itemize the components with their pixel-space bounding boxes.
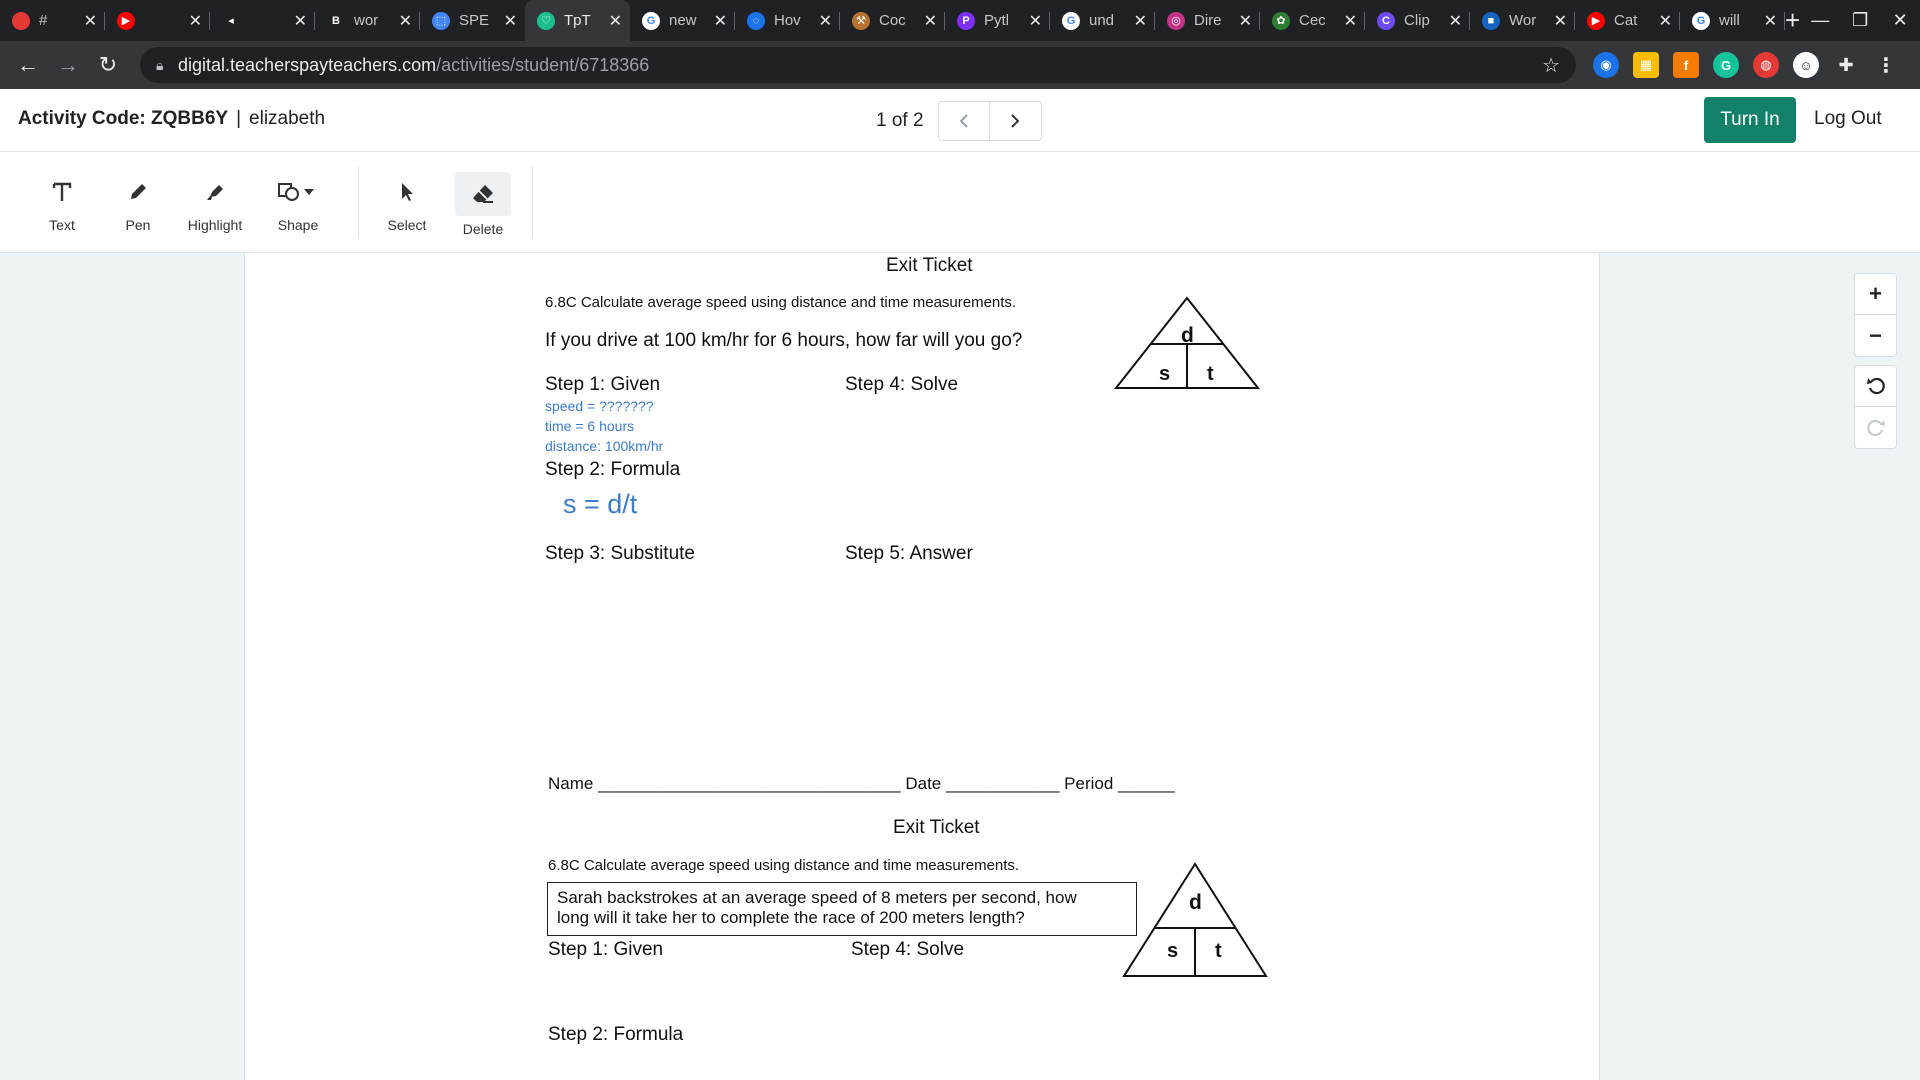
next-page-button[interactable] xyxy=(990,101,1042,141)
browser-tab[interactable] xyxy=(1260,0,1365,41)
url-path: /activities/student/6718366 xyxy=(436,54,650,75)
browser-tab[interactable] xyxy=(1680,0,1785,41)
question2-line2: long will it take her to complete the race of 200 meters length? xyxy=(557,908,1025,927)
tab-title: SPE xyxy=(459,12,490,29)
tab-close-icon[interactable]: ✕ xyxy=(1133,12,1147,30)
bookmark-star-icon[interactable]: ☆ xyxy=(1542,54,1560,77)
pen-icon xyxy=(116,172,160,212)
question-text: If you drive at 100 km/hr for 6 hours, how far will you go? xyxy=(545,330,1023,351)
reload-button[interactable]: ↻ xyxy=(98,52,118,77)
tab-favicon-icon: ▶ xyxy=(117,12,135,30)
annotation-time[interactable]: time = 6 hours xyxy=(545,418,635,434)
tab-close-icon[interactable]: ✕ xyxy=(293,12,307,30)
page-count: 1 of 2 xyxy=(876,110,924,131)
highlight-tool-label: Highlight xyxy=(187,217,243,233)
browser-tab[interactable] xyxy=(420,0,525,41)
window-controls xyxy=(1800,0,1920,41)
tab-title: new xyxy=(669,12,697,29)
back-button[interactable]: ← xyxy=(17,52,39,77)
name-date-period-line: Name ________________________________ Date ____________ Period ______ xyxy=(548,774,1175,793)
lock-icon: 🔒︎ xyxy=(156,56,164,73)
select-tool[interactable] xyxy=(371,172,443,238)
tab-close-icon[interactable]: ✕ xyxy=(188,12,202,30)
step2-label: Step 2: Formula xyxy=(545,459,681,480)
address-bar[interactable] xyxy=(140,47,1576,83)
browser-tab[interactable] xyxy=(1155,0,1260,41)
chevron-left-icon xyxy=(958,113,970,129)
tab-title: Coc xyxy=(879,12,906,29)
tab-title: Hov xyxy=(774,12,801,29)
browser-tab[interactable] xyxy=(735,0,840,41)
tab-favicon-icon: ■ xyxy=(1482,12,1500,30)
tab-favicon-icon: P xyxy=(957,12,975,30)
highlight-tool[interactable] xyxy=(179,172,251,238)
tab-title: TpT xyxy=(564,12,591,29)
search-extension-icon[interactable]: ◉ xyxy=(1593,52,1619,78)
browser-tab[interactable] xyxy=(315,0,420,41)
tab-title: Pytl xyxy=(984,12,1010,29)
browser-tab-strip xyxy=(0,0,1920,41)
tab-close-icon[interactable]: ✕ xyxy=(1343,12,1357,30)
step5-label: Step 5: Answer xyxy=(845,543,973,564)
tab-close-icon[interactable]: ✕ xyxy=(1553,12,1567,30)
minimize-icon[interactable]: — xyxy=(1811,10,1830,30)
extensions-area xyxy=(1586,52,1906,78)
tab-favicon-icon: ◌ xyxy=(747,12,765,30)
step4-label-2: Step 4: Solve xyxy=(851,939,965,960)
tab-close-icon[interactable]: ✕ xyxy=(503,12,517,30)
triangle1-t: t xyxy=(1207,363,1214,385)
profile-avatar[interactable]: ☺ xyxy=(1793,52,1819,78)
triangle1-s: s xyxy=(1159,363,1171,385)
browser-tab[interactable] xyxy=(210,0,315,41)
objective-text-2: 6.8C Calculate average speed using distance and time measurements. xyxy=(548,857,1020,874)
select-tool-label: Select xyxy=(387,217,427,233)
student-name: elizabeth xyxy=(249,108,326,129)
red-extension-icon[interactable]: ◍ xyxy=(1753,52,1779,78)
tab-favicon-icon: G xyxy=(1692,12,1710,30)
eraser-icon xyxy=(455,172,511,216)
step1-label-2: Step 1: Given xyxy=(548,939,664,960)
tab-separator xyxy=(1784,12,1785,30)
triangle2-s: s xyxy=(1167,940,1179,962)
pen-tool[interactable] xyxy=(102,172,174,238)
workspace xyxy=(0,253,1920,1080)
previous-page-button[interactable] xyxy=(938,101,990,141)
activity-code: Activity Code: ZQBB6Y xyxy=(18,108,229,129)
tab-close-icon[interactable]: ✕ xyxy=(1448,12,1462,30)
tab-title: will xyxy=(1719,12,1740,29)
annotation-speed[interactable]: speed = ??????? xyxy=(545,398,654,414)
tab-favicon-icon: ◎ xyxy=(1167,12,1185,30)
tab-list xyxy=(0,0,1785,41)
text-icon xyxy=(40,172,84,212)
tab-close-icon[interactable]: ✕ xyxy=(398,12,412,30)
tab-close-icon[interactable]: ✕ xyxy=(1028,12,1042,30)
browser-tab[interactable] xyxy=(0,0,105,41)
zoom-controls xyxy=(1854,273,1897,449)
browser-tab[interactable] xyxy=(945,0,1050,41)
browser-tab[interactable] xyxy=(630,0,735,41)
activity-info xyxy=(18,108,325,130)
palette-extension-icon[interactable]: ▦ xyxy=(1633,52,1659,78)
exit-ticket-title: Exit Ticket xyxy=(886,255,973,276)
browser-menu-icon[interactable]: ⋮ xyxy=(1876,54,1896,77)
question-box-2 xyxy=(547,882,1137,936)
browser-tab[interactable] xyxy=(1575,0,1680,41)
tab-favicon-icon xyxy=(12,12,30,30)
redo-button[interactable] xyxy=(1854,407,1897,449)
orange-extension-icon[interactable]: f xyxy=(1673,52,1699,78)
undo-icon xyxy=(1866,376,1886,396)
log-out-link[interactable]: Log Out xyxy=(1814,108,1882,129)
tab-favicon-icon: G xyxy=(642,12,660,30)
forward-button[interactable]: → xyxy=(57,52,79,77)
tab-favicon-icon: ▶ xyxy=(1587,12,1605,30)
delete-tool-label: Delete xyxy=(462,221,504,237)
tab-close-icon[interactable]: ✕ xyxy=(713,12,727,30)
browser-toolbar xyxy=(0,41,1920,89)
browser-tab[interactable] xyxy=(525,0,630,41)
redo-icon xyxy=(1866,418,1886,438)
puzzle-extensions-icon[interactable]: ✚ xyxy=(1838,54,1854,75)
tab-title: und xyxy=(1089,12,1115,29)
tab-close-icon[interactable]: ✕ xyxy=(1658,12,1672,30)
grammarly-icon[interactable]: G xyxy=(1713,52,1739,78)
question2-line1: Sarah backstrokes at an average speed of 8 meters per second, how xyxy=(557,888,1077,907)
step4-label: Step 4: Solve xyxy=(845,374,959,395)
triangle1-d: d xyxy=(1181,324,1194,347)
zoom-out-button[interactable]: − xyxy=(1854,315,1897,357)
annotation-toolbar xyxy=(0,152,1920,253)
tab-close-icon[interactable]: ✕ xyxy=(818,12,832,30)
restore-icon[interactable]: ❐ xyxy=(1852,10,1869,30)
worksheet-page[interactable] xyxy=(244,253,1600,1080)
shape-icon xyxy=(273,172,323,212)
tab-title: Wor xyxy=(1509,12,1537,29)
browser-tab[interactable] xyxy=(105,0,210,41)
tab-title: # xyxy=(39,12,48,29)
text-tool-label: Text xyxy=(49,217,75,233)
toolbar-divider-end xyxy=(532,166,533,238)
dst-triangle-2 xyxy=(1122,862,1268,978)
annotation-distance[interactable]: distance: 100km/hr xyxy=(545,438,664,454)
activity-header xyxy=(0,89,1920,152)
cursor-arrow-icon xyxy=(385,172,429,212)
browser-tab[interactable] xyxy=(840,0,945,41)
browser-tab[interactable] xyxy=(1470,0,1575,41)
tab-close-icon[interactable]: ✕ xyxy=(608,12,622,30)
tab-title: Cec xyxy=(1299,12,1326,29)
tab-title: Clip xyxy=(1404,12,1430,29)
tab-close-icon[interactable]: ✕ xyxy=(83,12,97,30)
tab-favicon-icon: G xyxy=(1062,12,1080,30)
tab-title: Dire xyxy=(1194,12,1222,29)
new-tab-button[interactable]: + xyxy=(1785,5,1801,35)
tab-close-icon[interactable]: ✕ xyxy=(1238,12,1252,30)
turn-in-button[interactable]: Turn In xyxy=(1704,97,1796,143)
step2-label-2: Step 2: Formula xyxy=(548,1024,684,1045)
step1-label: Step 1: Given xyxy=(545,374,661,395)
exit-ticket-title-2: Exit Ticket xyxy=(893,817,980,838)
shape-tool[interactable] xyxy=(262,172,334,238)
header-separator: | xyxy=(236,108,242,129)
browser-tab[interactable] xyxy=(1365,0,1470,41)
triangle2-t: t xyxy=(1215,940,1222,962)
delete-tool[interactable] xyxy=(447,172,519,238)
tab-favicon-icon: ◂ xyxy=(222,12,240,30)
tab-favicon-icon: ⬚ xyxy=(432,12,450,30)
browser-tab[interactable] xyxy=(1050,0,1155,41)
tab-close-icon[interactable]: ✕ xyxy=(1763,12,1777,30)
chevron-right-icon xyxy=(1009,113,1021,129)
annotation-formula[interactable]: s = d/t xyxy=(563,489,638,519)
page-navigator xyxy=(876,101,1042,141)
tab-title: wor xyxy=(354,12,379,29)
tab-favicon-icon: ✿ xyxy=(1272,12,1290,30)
highlighter-icon xyxy=(193,172,237,212)
tab-favicon-icon: ⚒ xyxy=(852,12,870,30)
tab-favicon-icon: ♡ xyxy=(537,12,555,30)
tab-title: Cat xyxy=(1614,12,1638,29)
tab-favicon-icon: C xyxy=(1377,12,1395,30)
close-window-icon[interactable]: ✕ xyxy=(1892,10,1908,30)
toolbar-divider xyxy=(358,166,359,238)
tab-favicon-icon: B xyxy=(327,12,345,30)
pen-tool-label: Pen xyxy=(125,217,151,233)
shape-tool-label: Shape xyxy=(277,217,319,233)
tab-close-icon[interactable]: ✕ xyxy=(923,12,937,30)
objective-text: 6.8C Calculate average speed using distance and time measurements. xyxy=(545,294,1017,311)
zoom-in-button[interactable]: + xyxy=(1854,273,1897,315)
step3-label: Step 3: Substitute xyxy=(545,543,695,564)
text-tool[interactable] xyxy=(26,172,98,238)
undo-button[interactable] xyxy=(1854,365,1897,407)
triangle2-d: d xyxy=(1189,891,1202,914)
url-host: digital.teacherspayteachers.com xyxy=(178,54,437,75)
